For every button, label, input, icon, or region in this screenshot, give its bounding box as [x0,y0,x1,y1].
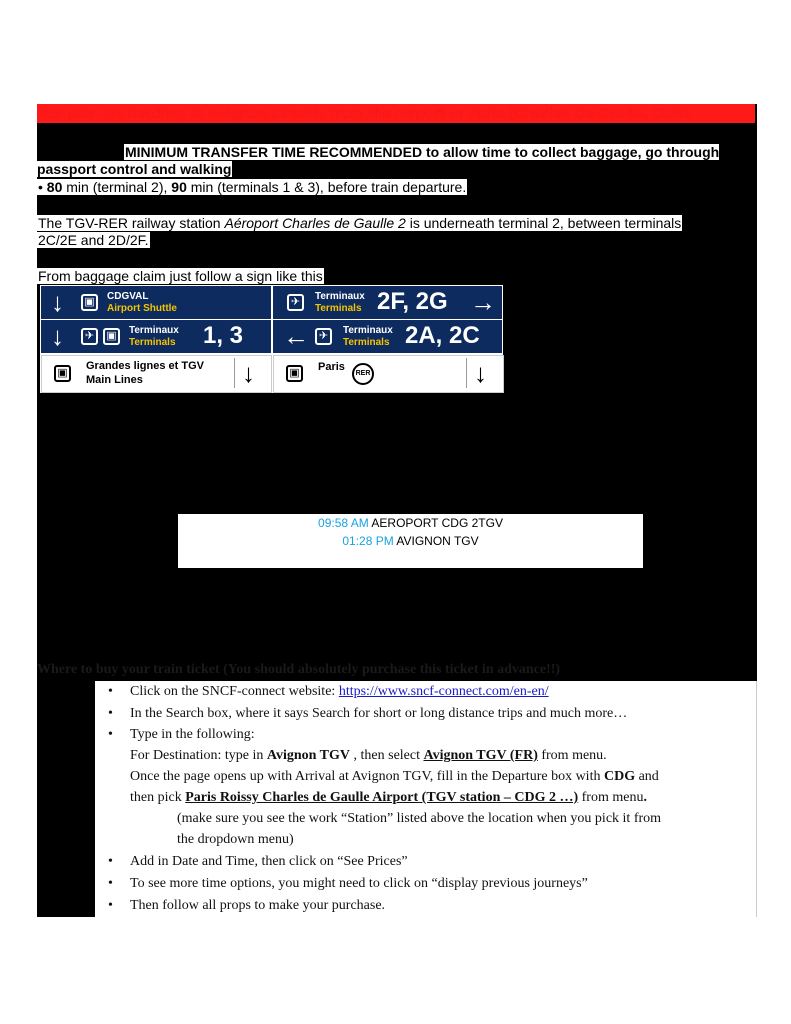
sign-paris-rer [273,355,504,393]
sign-terminals-label: Terminals [129,337,176,348]
departure-station: AEROPORT CDG 2TGV [371,516,503,530]
train-icon: ▣ [81,294,98,311]
sign-cdgval [41,286,271,319]
airport-sign-image [40,285,503,393]
sign-main-lines-label: Main Lines [86,374,143,386]
station-paragraph: The TGV-RER railway station Aéroport Charles de Gaulle 2 is underneath terminal 2, between terminals 2C/2E and 2D/2F. [38,215,682,248]
sign-terminals-label: Terminals [315,303,362,314]
list-item-date-time: • Add in Date and Time, then click on “See Prices” [108,854,408,869]
black-background-lower [37,681,95,917]
train-icon: ▣ [54,365,71,382]
plane-icon: ✈ [315,328,332,345]
sign-main-lines [41,355,272,393]
train-icon: ▣ [286,365,303,382]
sign-terminaux-label: Terminaux [315,291,365,302]
arrow-down-icon: ↓ [242,358,255,388]
train-departure [178,516,643,530]
arrival-time: 01:28 PM [342,534,394,548]
arrow-right-icon: → [470,287,496,317]
arrow-down-icon: ↓ [474,358,487,388]
train-arrival [178,534,643,548]
list-item-type-in: • Type in the following: For Destination: type in Avignon TGV , then select Avignon TGV (FR) from menu. Once the page opens up with Arrival at Avignon TGV, fill in the Departure box with CDG and then pick Paris Roissy Charles de Gaulle Airport (TGV station – CDG 2 …) from menu. (make sure you see the work “Station” listed above the location when you pick it from the dropdown menu) [108,727,662,847]
train-icon: ▣ [103,328,120,345]
sign-terminaux-label: Terminaux [129,325,179,336]
list-item-more-options: • To see more time options, you might need to click on “display previous journeys” [108,876,588,891]
train-schedule [178,514,643,568]
list-item-search-box: • In the Search box, where it says Search for short or long distance trips and much more… [108,706,628,721]
arrow-down-icon: ↓ [51,287,64,317]
buy-ticket-heading: Where to buy your train ticket (You should absolutely purchase this ticket in advance!!) [37,662,561,677]
sign-2f-2g: 2F, 2G [377,288,448,315]
sign-terminals-2a-2c [273,320,502,353]
arrow-down-icon: ↓ [51,321,64,351]
plane-icon: ✈ [81,328,98,345]
sign-1-3: 1, 3 [203,322,244,349]
list-item-sncf-website: • Click on the SNCF-connect website: https://www.sncf-connect.com/en-en/ [108,684,549,699]
sign-cdgval-label: CDGVAL [107,291,149,302]
list-item-follow-props: • Then follow all props to make your purchase. [108,898,386,913]
plane-icon: ✈ [287,294,304,311]
sign-grandes-lignes-label: Grandes lignes et TGV [86,360,204,372]
sign-terminals-1-3 [41,320,271,353]
sign-terminals-label: Terminals [343,337,390,348]
transfer-heading-text: MINIMUM TRANSFER TIME RECOMMENDED to allow time to collect baggage, go through passport control and walking [37,144,720,177]
rer-logo-icon: RER [352,363,374,385]
transfer-times [37,179,467,196]
sign-2a-2c: 2A, 2C [405,322,480,349]
page-title-text: You plan on heading to Avignon directly from the Airport in Paris (Charles De Gaulle, CDG) [37,105,691,122]
sign-airport-shuttle-label: Airport Shuttle [107,303,177,314]
arrival-station: AVIGNON TGV [396,534,479,548]
transfer-times-text: • 80 min (terminal 2), 90 min (terminals 1 & 3), before train departure. [38,179,467,195]
sign-terminaux-label: Terminaux [343,325,393,336]
departure-time: 09:58 AM [318,516,369,530]
transfer-heading [37,144,737,178]
sign-terminals-2f-2g [273,286,502,319]
sign-intro: From baggage claim just follow a sign like this [38,268,323,284]
sign-paris-label: Paris [318,361,345,373]
arrow-left-icon: ← [283,321,309,351]
sncf-connect-link[interactable]: https://www.sncf-connect.com/en-en/ [338,684,549,699]
